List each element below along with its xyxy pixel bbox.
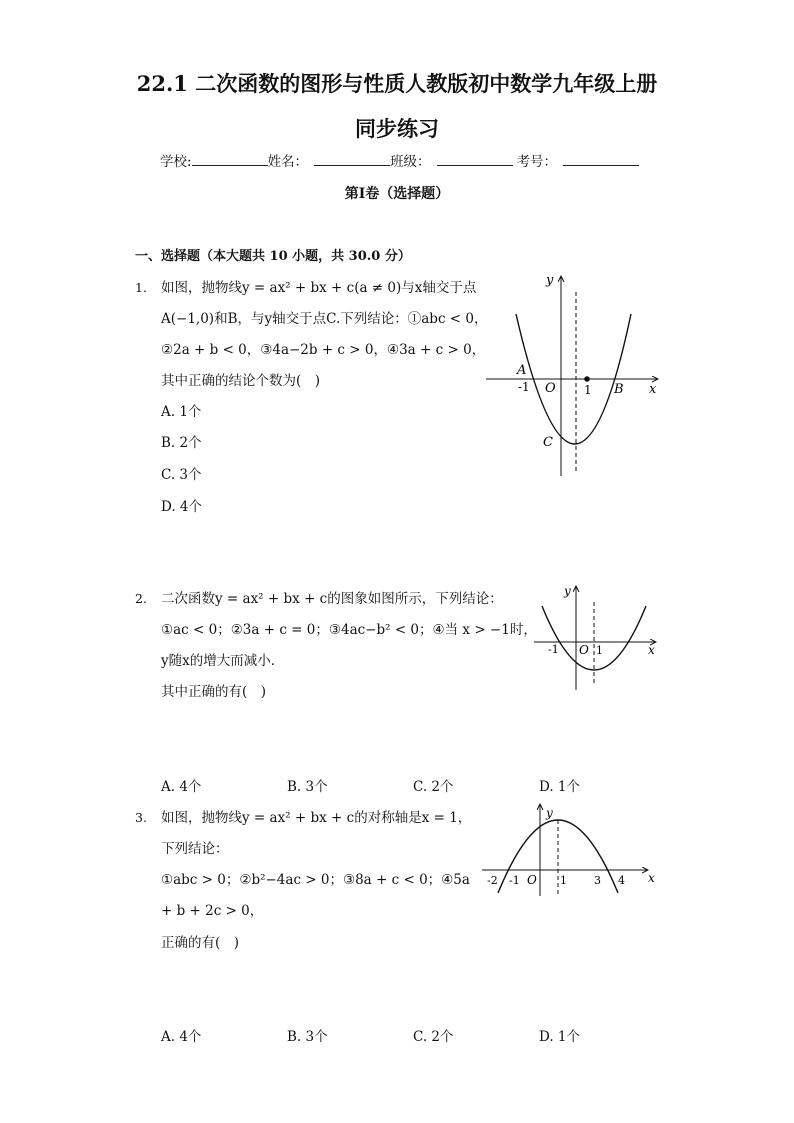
tick-one: 1 xyxy=(596,644,603,657)
option-a[interactable]: A. 4个 xyxy=(161,779,202,795)
tick-one: 1 xyxy=(560,874,567,887)
y-label: y xyxy=(546,273,554,288)
id-label: 考号： xyxy=(516,154,558,170)
point-c-label: C xyxy=(543,435,553,450)
option-d[interactable]: D. 4个 xyxy=(161,499,203,515)
question-text-line: A(−1,0)和B，与y轴交于点C.下列结论：①abc < 0， xyxy=(161,311,488,327)
question-text-line: ①abc > 0；②b²−4ac > 0；③8a + c < 0；④5a xyxy=(161,872,470,888)
option-b[interactable]: B. 2个 xyxy=(161,435,202,451)
x-label: x xyxy=(648,871,655,885)
question-text-line: 正确的有( ) xyxy=(161,935,240,951)
question-text-line: 下列结论： xyxy=(161,841,229,857)
question-text-line: 如图，抛物线y = ax² + bx + c(a ≠ 0)与x轴交于点 xyxy=(161,280,477,296)
tick-neg1: -1 xyxy=(509,874,520,887)
option-d[interactable]: D. 1个 xyxy=(539,1029,581,1045)
tick-neg2: -2 xyxy=(487,874,498,887)
student-info-row xyxy=(160,150,639,170)
x-label: x xyxy=(649,382,657,397)
point-one xyxy=(584,376,590,382)
option-d[interactable]: D. 1个 xyxy=(539,779,581,795)
question-text-line: 二次函数y = ax² + bx + c的图象如图所示，下列结论： xyxy=(161,591,503,607)
question-text-line: y随x的增大而减小． xyxy=(161,653,285,669)
option-b[interactable]: B. 3个 xyxy=(287,1029,328,1045)
school-blank[interactable] xyxy=(192,151,268,166)
question-number: 1. xyxy=(135,280,147,295)
parabola-graph-1 xyxy=(480,268,670,480)
y-label: y xyxy=(546,806,553,820)
page-title-line2: 同步练习 xyxy=(355,116,439,141)
y-label: y xyxy=(564,584,571,598)
class-label: 班级： xyxy=(390,154,431,170)
question-text-line: 其中正确的有( ) xyxy=(161,684,267,700)
tick-neg1: -1 xyxy=(518,380,530,394)
class-blank[interactable] xyxy=(437,151,513,166)
origin-label: O xyxy=(545,381,556,396)
question-number: 2. xyxy=(135,591,147,606)
option-a[interactable]: A. 4个 xyxy=(161,1029,202,1045)
volume-title: 第Ⅰ卷（选择题） xyxy=(344,186,450,202)
option-c[interactable]: C. 3个 xyxy=(161,467,202,483)
question-number: 3. xyxy=(135,810,147,825)
x-label: x xyxy=(648,643,655,657)
name-blank[interactable] xyxy=(314,151,390,166)
option-c[interactable]: C. 2个 xyxy=(413,1029,454,1045)
origin-label: O xyxy=(579,643,589,657)
origin-label: O xyxy=(527,873,537,887)
point-b-label: B xyxy=(614,382,624,397)
tick-four: 4 xyxy=(618,874,625,887)
name-label: 姓名： xyxy=(267,154,309,170)
question-text-line: + b + 2c > 0， xyxy=(161,903,264,919)
question-text-line: ①ac < 0；②3a + c = 0；③4ac−b² < 0；④当 x > −1时， xyxy=(161,622,537,638)
section-title: 一、选择题（本大题共 10 小题，共 30.0 分） xyxy=(135,249,411,264)
parabola-graph-3 xyxy=(478,800,664,900)
option-b[interactable]: B. 3个 xyxy=(287,779,328,795)
question-text-line: 如图，抛物线y = ax² + bx + c的对称轴是x = 1， xyxy=(161,810,472,826)
option-a[interactable]: A. 1个 xyxy=(161,404,202,420)
point-a-label: A xyxy=(517,363,527,378)
parabola-graph-2 xyxy=(530,580,664,692)
question-text-line: ②2a + b < 0，③4a−2b + c > 0，④3a + c > 0， xyxy=(161,342,486,358)
school-label: 学校: xyxy=(160,154,192,170)
tick-neg1: -1 xyxy=(548,643,559,656)
question-text-line: 其中正确的结论个数为( ) xyxy=(161,373,321,389)
tick-three: 3 xyxy=(594,874,601,887)
tick-one: 1 xyxy=(584,383,592,397)
page-title: 22.1 二次函数的图形与性质人教版初中数学九年级上册 xyxy=(136,71,658,96)
id-blank[interactable] xyxy=(563,151,639,166)
option-c[interactable]: C. 2个 xyxy=(413,779,454,795)
